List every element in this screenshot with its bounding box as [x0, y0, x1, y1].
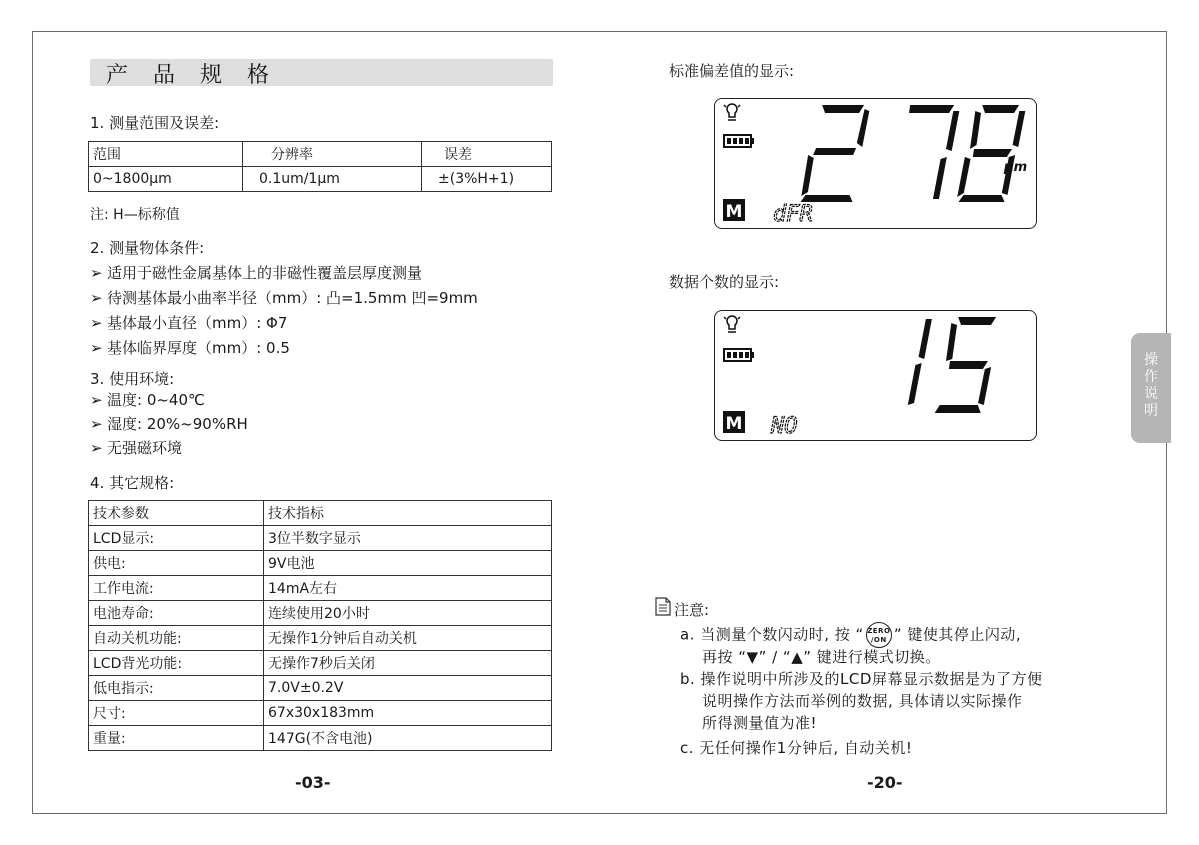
table-cell: 重量: [89, 726, 264, 751]
note-c: c. 无任何操作1分钟后, 自动关机! [680, 739, 913, 757]
section-4-heading: 4. 其它规格: [90, 474, 175, 492]
list-item: ➢ 待测基体最小曲率半径（mm）: 凸=1.5mm 凹=9mm [90, 289, 478, 307]
lcd-label: NO [771, 414, 798, 439]
document-icon [655, 597, 671, 616]
section-2-heading: 2. 测量物体条件: [90, 239, 205, 257]
note-b-line2: 说明操作方法而举例的数据, 具体请以实际操作 [702, 692, 1023, 710]
count-heading: 数据个数的显示: [669, 273, 780, 291]
note-text: 注: H—标称值 [90, 207, 180, 223]
table-cell: 误差 [422, 142, 552, 167]
table-row [89, 701, 552, 726]
lcd-count-graphic [715, 311, 1038, 442]
table-cell: 分辨率 [243, 142, 422, 167]
arrow-icon: ➢ [90, 415, 103, 433]
note-b-line3: 所得测量值为准! [702, 714, 818, 732]
table-cell: ±(3%H+1) [422, 167, 552, 192]
table-row [89, 676, 552, 701]
table-row [89, 651, 552, 676]
table-cell: 67x30x183mm [264, 701, 552, 726]
table-cell: 0.1um/1μm [243, 167, 422, 192]
arrow-icon: ➢ [90, 289, 103, 307]
note-a-line1: a. 当测量个数闪动时, 按 “ ZERO /ON ” 键使其停止闪动, [680, 622, 1021, 648]
table-cell: 技术参数 [89, 501, 264, 526]
range-table [88, 141, 552, 192]
std-dev-heading: 标准偏差值的显示: [669, 62, 795, 80]
table-row [89, 551, 552, 576]
section-1-heading: 1. 测量范围及误差: [90, 114, 220, 132]
note-title: 注意: [674, 601, 710, 619]
table-cell: 无操作1分钟后自动关机 [264, 626, 552, 651]
page-number-left: -03- [295, 773, 331, 792]
list-item: ➢ 适用于磁性金属基体上的非磁性覆盖层厚度测量 [90, 264, 423, 282]
table-cell: 无操作7秒后关闭 [264, 651, 552, 676]
table-cell: 9V电池 [264, 551, 552, 576]
lcd-display-count [714, 310, 1037, 441]
list-item: ➢ 温度: 0~40℃ [90, 391, 205, 409]
table-cell: 147G(不含电池) [264, 726, 552, 751]
table-cell: 工作电流: [89, 576, 264, 601]
lcd-digits-15 [907, 317, 998, 413]
table-cell: 电池寿命: [89, 601, 264, 626]
backlight-icon [724, 316, 740, 332]
page-title: 产 品 规 格 [106, 63, 278, 88]
table-row [89, 501, 552, 526]
table-cell: 自动关机功能: [89, 626, 264, 651]
table-row [89, 576, 552, 601]
arrow-icon: ➢ [90, 314, 103, 332]
table-cell: 7.0V±0.2V [264, 676, 552, 701]
list-item: ➢ 基体最小直径（mm）: Φ7 [90, 314, 288, 332]
lcd-display-std-dev [714, 98, 1037, 229]
lcd-unit: μm [1004, 160, 1028, 175]
svg-text:M: M [725, 202, 743, 222]
arrow-icon: ➢ [90, 439, 103, 457]
table-row [89, 526, 552, 551]
arrow-icon: ➢ [90, 264, 103, 282]
table-cell: 低电指示: [89, 676, 264, 701]
table-cell: 技术指标 [264, 501, 552, 526]
note-a-line2: 再按 “▼” / “▲” 键进行模式切换。 [702, 648, 941, 666]
table-row [89, 726, 552, 751]
side-tab-label: 操作说明 [1144, 352, 1158, 419]
page-number-right: -20- [867, 773, 903, 792]
section-3-heading: 3. 使用环境: [90, 370, 175, 388]
zero-on-key-icon: ZERO /ON [866, 622, 892, 648]
table-row [89, 601, 552, 626]
table-row [89, 142, 552, 167]
lcd-std-dev-graphic [715, 99, 1038, 230]
svg-text:M: M [725, 414, 743, 434]
table-cell: 连续使用20小时 [264, 601, 552, 626]
list-item: ➢ 基体临界厚度（mm）: 0.5 [90, 339, 290, 357]
spec-table [88, 500, 552, 751]
list-item: ➢ 湿度: 20%~90%RH [90, 415, 248, 433]
table-row [89, 167, 552, 192]
table-cell: 范围 [89, 142, 243, 167]
table-cell: 尺寸: [89, 701, 264, 726]
battery-icon [724, 349, 754, 361]
lcd-label: dFR [773, 202, 813, 227]
list-item: ➢ 无强磁环境 [90, 439, 183, 457]
table-cell: 0~1800μm [89, 167, 243, 192]
table-cell: 3位半数字显示 [264, 526, 552, 551]
backlight-icon [724, 104, 740, 120]
arrow-icon: ➢ [90, 391, 103, 409]
table-row [89, 626, 552, 651]
battery-icon [724, 135, 754, 147]
lcd-digits-278 [801, 105, 1027, 202]
table-cell: 供电: [89, 551, 264, 576]
table-cell: LCD显示: [89, 526, 264, 551]
note-b-line1: b. 操作说明中所涉及的LCD屏幕显示数据是为了方便 [680, 670, 1043, 688]
table-cell: LCD背光功能: [89, 651, 264, 676]
arrow-icon: ➢ [90, 339, 103, 357]
table-cell: 14mA左右 [264, 576, 552, 601]
